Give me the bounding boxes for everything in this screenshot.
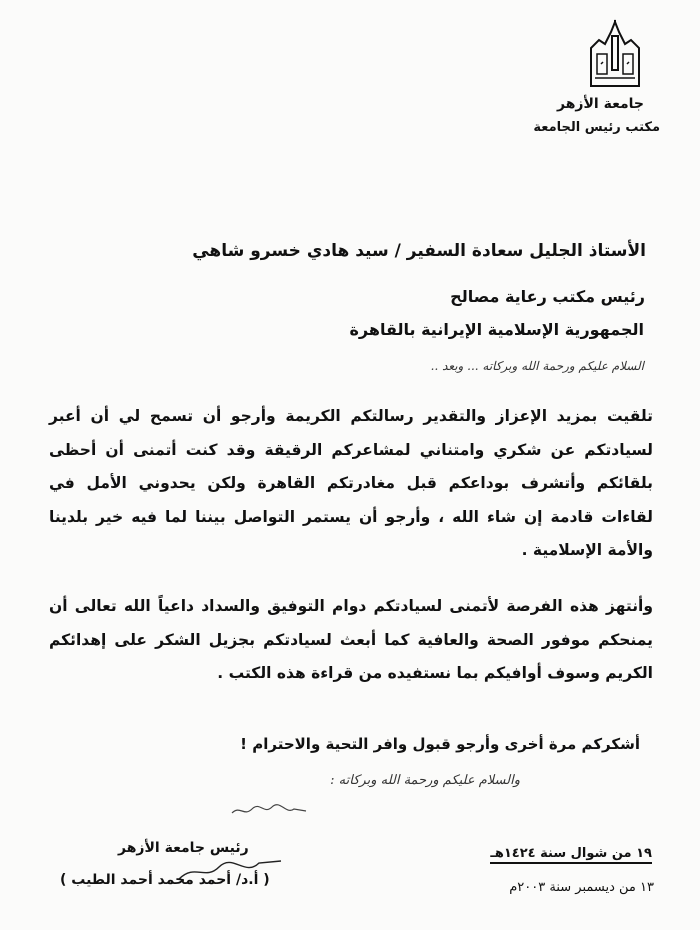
addressee-office: رئيس مكتب رعاية مصالح [450, 287, 645, 306]
addressee-country: الجمهورية الإسلامية الإيرانية بالقاهرة [349, 320, 644, 339]
closing-greeting: والسلام عليكم ورحمة الله وبركاته : [330, 773, 520, 788]
body-paragraph-2: وأنتهز هذه الفرصة لأتمنى لسيادتكم دوام التوفيق والسداد داعياً الله تعالى أن يمنحكم موفور الصحة والعافية كما أبعث لسيادتكم بجزيل الشكر على إهدائكم الكريم وسوف أوافيكم بما نستفيده من قراءة هذه الكتب . [49, 597, 653, 682]
handwritten-scrawl [230, 801, 310, 821]
university-name: جامعة الأزهر [557, 96, 644, 112]
signature-title: رئيس جامعة الأزهر [118, 840, 249, 856]
addressee-name: الأستاذ الجليل سعادة السفير / سيد هادي خسرو شاهي [192, 241, 646, 261]
signature-name: ( أ.د/ أحمد محمد أحمد الطيب ) [60, 872, 270, 888]
office-name: مكتب رئيس الجامعة [533, 120, 660, 135]
greeting: السلام عليكم ورحمة الله وبركاته ... وبعد .. [430, 359, 644, 373]
thanks-line: أشكركم مرة أخرى وأرجو قبول وافر التحية والاحترام ! [240, 735, 640, 753]
al-azhar-logo [585, 18, 645, 90]
date-hijri [490, 846, 652, 861]
body-paragraph-1: تلقيت بمزيد الإعزاز والتقدير رسالتكم الكريمة وأرجو أن تسمح لي أن أعبر لسيادتكم عن شكري وامتناني لمشاعركم الرقيقة وقد كنت أتمنى أن أحظى بلقائكم وأتشرف بوداعكم قبل مغادرتكم القاهرة ولكن يحدوني الأمل في لقاءات قادمة إن شاء الله ، وأرجو أن يستمر التواصل بيننا لما فيه خير بلدينا والأمة الإسلامية . [49, 407, 653, 559]
date-hijri-text: ١٩ من شوال سنة ١٤٢٤هـ [490, 846, 652, 861]
date-underline [490, 862, 652, 864]
date-gregorian: ١٣ من ديسمبر سنة ٢٠٠٣م [509, 880, 654, 895]
